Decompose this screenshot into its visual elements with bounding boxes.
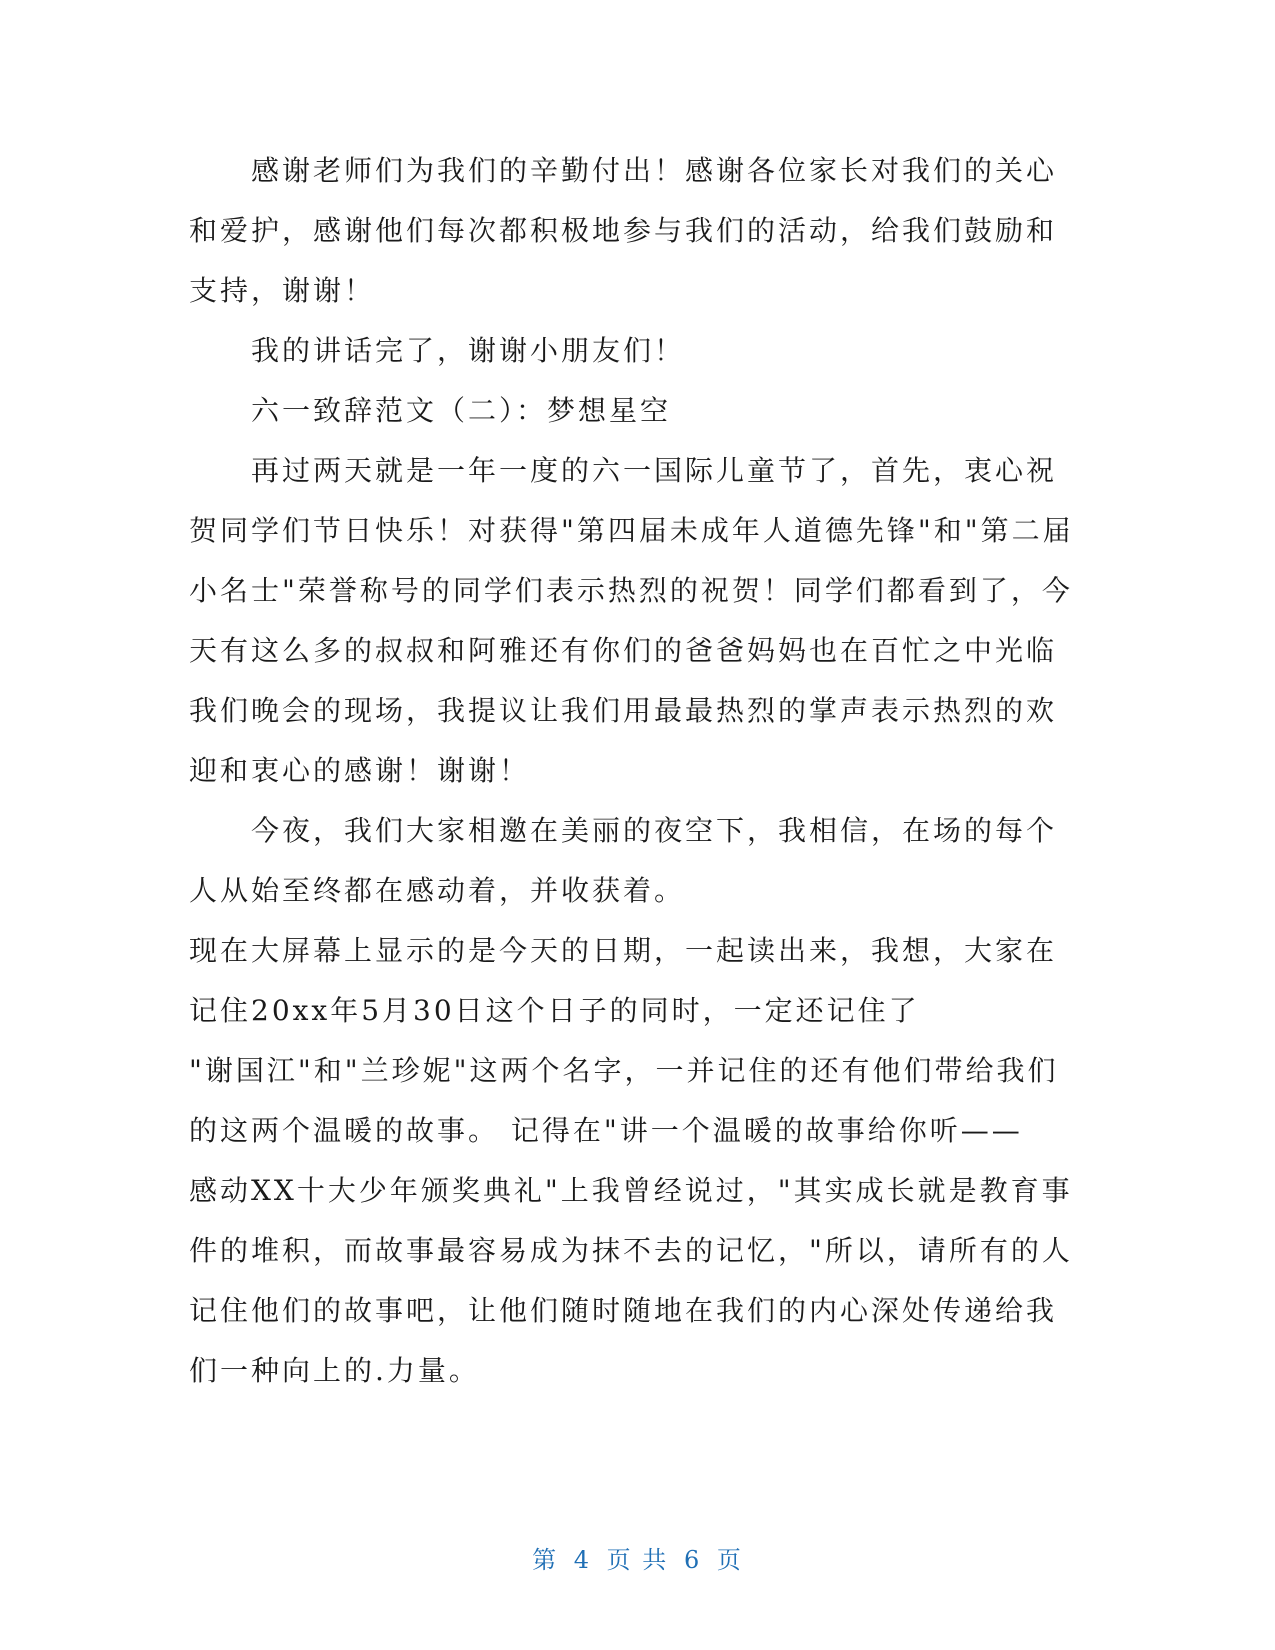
paragraph-line: 人从始至终都在感动着，并收获着。: [189, 874, 686, 907]
page-footer: [0, 1540, 1275, 1575]
paragraph-line: 今夜，我们大家相邀在美丽的夜空下，我相信，在场的每个: [251, 814, 1058, 847]
footer-suffix: 页: [716, 1546, 743, 1574]
paragraph-line: 记住他们的故事吧，让他们随时随地在我们的内心深处传递给我: [189, 1294, 1058, 1327]
footer-current-page: 4: [573, 1546, 592, 1574]
paragraph-line: 感动XX十大少年颁奖典礼"上我曾经说过，"其实成长就是教育事: [189, 1174, 1073, 1207]
paragraph-line: 小名士"荣誉称号的同学们表示热烈的祝贺！同学们都看到了，今: [189, 574, 1073, 607]
paragraph-line: 贺同学们节日快乐！对获得"第四届未成年人道德先锋"和"第二届: [189, 514, 1074, 547]
section-heading: 六一致辞范文（二）：梦想星空: [251, 394, 672, 427]
paragraph-line: 的这两个温暖的故事。 记得在"讲一个温暖的故事给你听——: [189, 1114, 1023, 1147]
paragraph-line: 我的讲话完了，谢谢小朋友们！: [251, 334, 686, 367]
paragraph-line: 和爱护，感谢他们每次都积极地参与我们的活动，给我们鼓励和: [189, 214, 1058, 247]
footer-total-pages: 6: [683, 1546, 702, 1574]
paragraph-line: 天有这么多的叔叔和阿雅还有你们的爸爸妈妈也在百忙之中光临: [189, 634, 1058, 667]
footer-middle: 页 共: [606, 1546, 669, 1574]
paragraph-line: 现在大屏幕上显示的是今天的日期，一起读出来，我想，大家在: [189, 934, 1058, 967]
paragraph-line: 迎和衷心的感谢！谢谢！: [189, 754, 531, 787]
paragraph-line: 再过两天就是一年一度的六一国际儿童节了，首先，衷心祝: [251, 454, 1058, 487]
paragraph-line: 们一种向上的.力量。: [189, 1354, 480, 1387]
paragraph-line: 我们晚会的现场，我提议让我们用最最热烈的掌声表示热烈的欢: [189, 694, 1058, 727]
paragraph-line: 件的堆积，而故事最容易成为抹不去的记忆，"所以，请所有的人: [189, 1234, 1073, 1267]
paragraph-line: 记住20xx年5月30日这个日子的同时，一定还记住了: [189, 994, 920, 1027]
document-body: [189, 141, 1089, 1401]
footer-prefix: 第: [532, 1546, 559, 1574]
paragraph-line: 感谢老师们为我们的辛勤付出！感谢各位家长对我们的关心: [251, 154, 1058, 187]
paragraph-line: "谢国江"和"兰珍妮"这两个名字，一并记住的还有他们带给我们: [189, 1054, 1059, 1087]
paragraph-line: 支持，谢谢！: [189, 274, 376, 307]
